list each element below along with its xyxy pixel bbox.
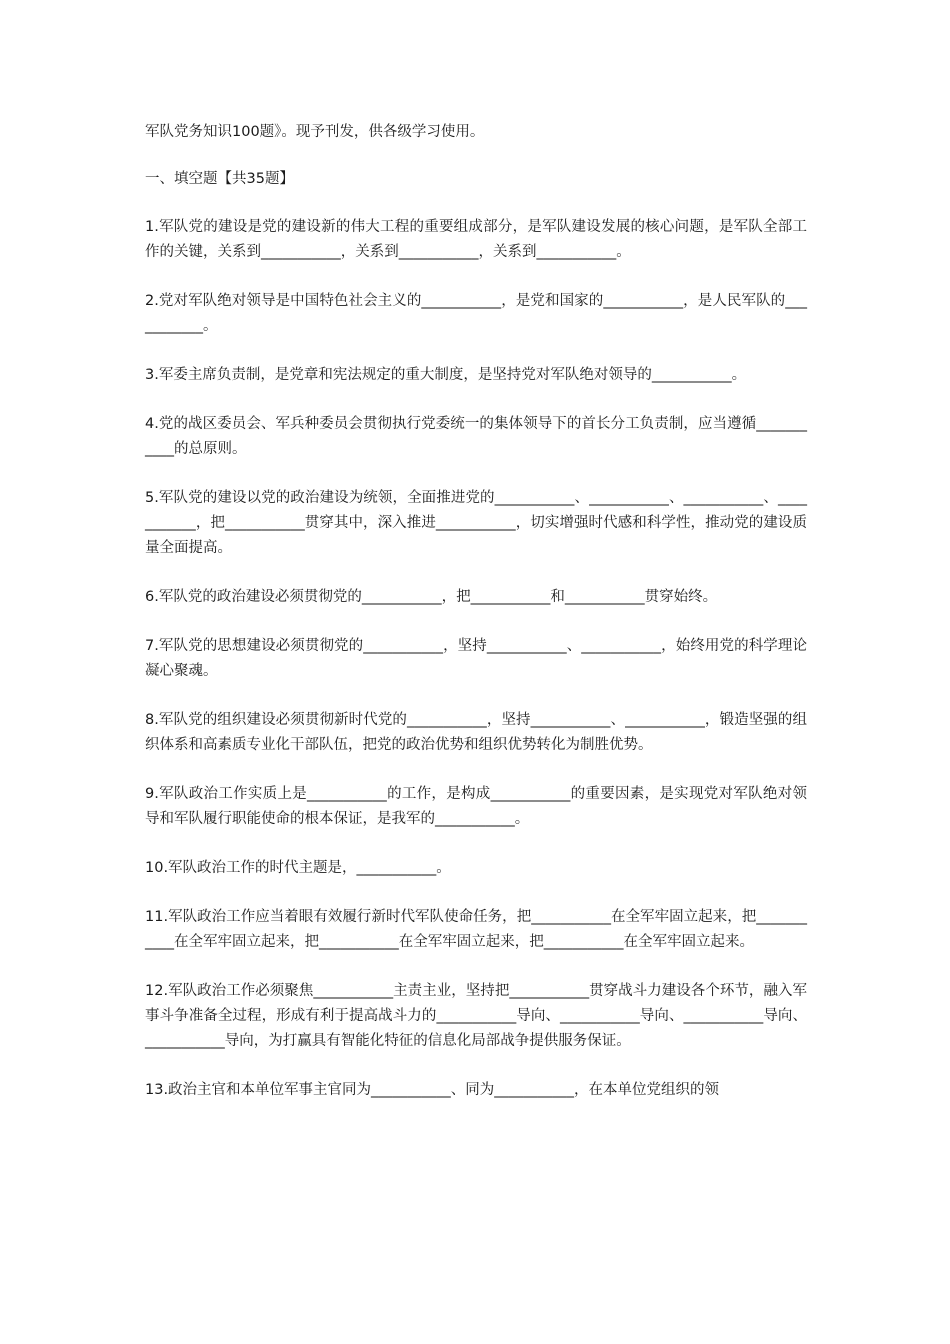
question-7: 7.军队党的思想建设必须贯彻党的___________，坚持___________、___________，始终用党的科学理论凝心聚魂。 [145, 638, 807, 679]
question-5: 5.军队党的建设以党的政治建设为统领，全面推进党的___________、___________、___________、___________，把___________贯穿其中，深入推进___________，切实增强时代感和科学性，推动党的建设质量全面提高。 [145, 490, 807, 556]
question-13: 13.政治主官和本单位军事主官同为___________、同为___________，在本单位党组织的领 [145, 1082, 720, 1098]
question-3: 3.军委主席负责制，是党章和宪法规定的重大制度，是坚持党对军队绝对领导的___________。 [145, 367, 747, 383]
question-4: 4.党的战区委员会、军兵种委员会贯彻执行党委统一的集体领导下的首长分工负责制，应当遵循___________的总原则。 [145, 416, 807, 457]
intro-text: 军队党务知识100题》。现予刊发，供各级学习使用。 [145, 124, 485, 140]
question-8: 8.军队党的组织建设必须贯彻新时代党的___________，坚持___________、___________，锻造坚强的组织体系和高素质专业化干部队伍，把党的政治优势和组织优势转化为制胜优势。 [145, 712, 807, 753]
document-page [145, 120, 807, 1127]
question-9: 9.军队政治工作实质上是___________的工作，是构成___________的重要因素，是实现党对军队绝对领导和军队履行职能使命的根本保证，是我军的___________。 [145, 786, 807, 827]
question-10: 10.军队政治工作的时代主题是，___________。 [145, 860, 451, 876]
question-2: 2.党对军队绝对领导是中国特色社会主义的___________，是党和国家的___________，是人民军队的___________。 [145, 293, 807, 334]
question-1: 1.军队党的建设是党的建设新的伟大工程的重要组成部分，是军队建设发展的核心问题，是军队全部工作的关键，关系到___________，关系到___________，关系到___________。 [145, 219, 807, 260]
question-6: 6.军队党的政治建设必须贯彻党的___________，把___________和___________贯穿始终。 [145, 589, 718, 605]
question-12: 12.军队政治工作必须聚焦___________主责主业，坚持把___________贯穿战斗力建设各个环节，融入军事斗争准备全过程，形成有利于提高战斗力的___________导向、___________导向、___________导向、___________导向，为打赢具有智能化特征的信息化局部战争提供服务保证。 [145, 983, 807, 1049]
section-title: 一、填空题【共35题】 [145, 171, 294, 187]
question-11: 11.军队政治工作应当着眼有效履行新时代军队使命任务，把___________在全军牢固立起来，把___________在全军牢固立起来，把___________在全军牢固立起来，把___________在全军牢固立起来。 [145, 909, 807, 950]
